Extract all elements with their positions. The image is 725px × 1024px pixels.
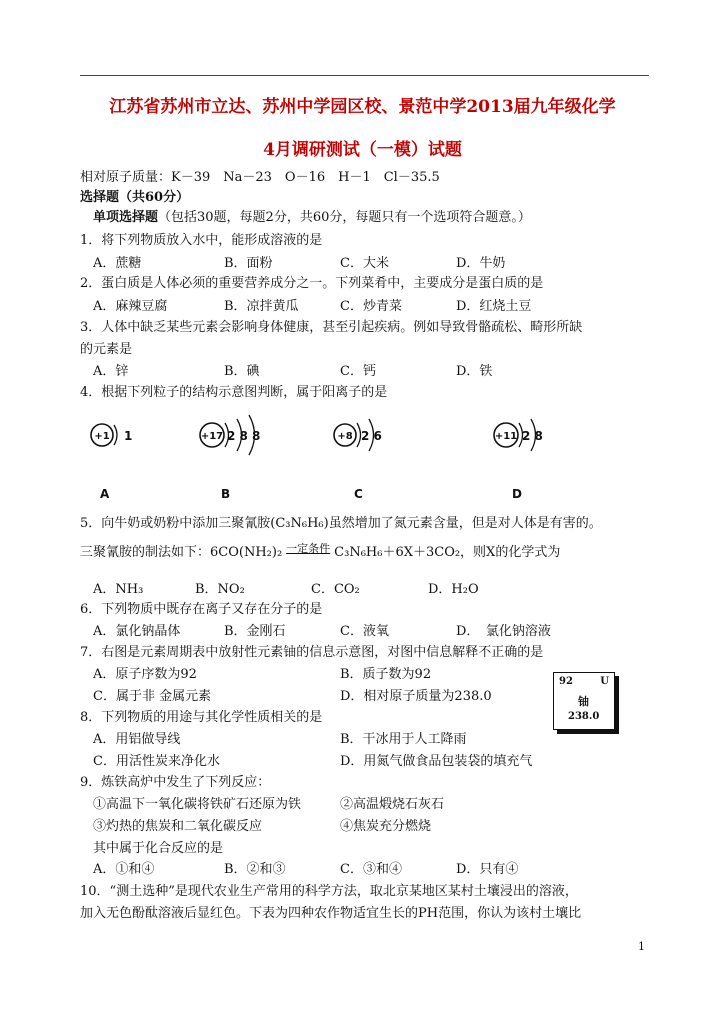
q3-stem-line1: 3．人体中缺乏某些元素会影响身体健康，甚至引起疾病。例如导致骨骼疏松、畸形所缺 (80, 320, 583, 335)
q9-reaction-1: ①高温下一氧化碳将铁矿石还原为铁 (93, 797, 302, 812)
q2-stem: 2．蛋白质是人体必须的重要营养成分之一。下列菜肴中，主要成分是蛋白质的是 (80, 276, 544, 291)
section-heading: 选择题（共60分） (80, 190, 190, 205)
particle-structure-diagrams (80, 410, 600, 510)
diagram-b (200, 415, 260, 501)
subsection-bold: 单项选择题 (93, 210, 159, 225)
q3-option-a: A．锌 (93, 364, 129, 379)
q7-option-c: C．属于非 金属元素 (93, 689, 212, 704)
q9-reaction-3: ③灼热的焦炭和二氧化碳反应 (93, 819, 263, 834)
diagram-d-shells: 2 8 (522, 429, 543, 443)
q7-option-a: A．原子序数为92 (93, 667, 197, 682)
q5-option-d: D．H₂O (428, 582, 479, 597)
uranium-element-card (553, 672, 615, 730)
q1-stem: 1．将下列物质放入水中，能形成溶液的是 (80, 233, 323, 248)
q5-stem-line1: 5．向牛奶或奶粉中添加三聚氰胺(C₃N₆H₆)虽然增加了氮元素含量，但是对人体是有害的。 (80, 516, 602, 531)
diagram-b-shells: 2 8 8 (227, 429, 261, 443)
q9-option-c: C．③和④ (340, 862, 402, 877)
atomic-masses: 相对原子质量：K－39 Na－23 O－16 H－1 Cl－35.5 (80, 170, 440, 185)
q2-option-b: B．凉拌黄瓜 (224, 299, 299, 314)
q9-reaction-4: ④焦炭充分燃烧 (340, 819, 432, 834)
q7-option-d: D．相对原子质量为238.0 (340, 689, 492, 704)
q2-option-c: C．炒青菜 (340, 299, 402, 314)
q7-option-b: B．质子数为92 (340, 667, 432, 682)
diagram-c-nucleus: +8 (337, 431, 353, 442)
diagram-a (91, 424, 132, 501)
diagram-c-shells: 2 6 (361, 429, 382, 443)
q9-option-a: A．①和④ (93, 862, 155, 877)
subsection-heading (93, 210, 531, 226)
subsection-rest: （包括30题，每题2分，共60分，每题只有一个选项符合题意。） (158, 210, 531, 225)
q3-option-d: D．铁 (456, 364, 493, 379)
diagram-c (334, 419, 382, 501)
diagram-d (494, 419, 543, 501)
q2-option-a: A．麻辣豆腐 (93, 299, 168, 314)
q6-option-a: A．氯化钠晶体 (93, 624, 181, 639)
diagram-d-nucleus: +11 (494, 431, 518, 442)
q5-option-c: C．CO₂ (311, 582, 360, 597)
q9-reaction-2: ②高温煅烧石灰石 (340, 797, 445, 812)
q5-option-a: A．NH₃ (93, 582, 144, 597)
q6-option-b: B．金刚石 (224, 624, 286, 639)
title-line-1: 江苏省苏州市立达、苏州中学园区校、景范中学2013届九年级化学 (109, 97, 616, 117)
element-mass: 238.0 (568, 711, 600, 722)
q3-stem-line2: 的元素是 (80, 342, 133, 357)
q4-stem: 4．根据下列粒子的结构示意图判断，属于阳离子的是 (80, 385, 388, 400)
q8-option-d: D．用氮气做食品包装袋的填充气 (340, 754, 533, 769)
q5-stem-line2 (80, 542, 561, 561)
diagram-c-letter: C (354, 487, 363, 501)
element-number: 92 (559, 676, 573, 687)
q8-option-b: B．干冰用于人工降雨 (340, 732, 467, 747)
q2-option-d: D．红烧土豆 (456, 299, 532, 314)
q8-stem: 8．下列物质的用途与其化学性质相关的是 (80, 710, 323, 725)
q9-stem: 9．炼铁高炉中发生了下列反应： (80, 775, 271, 790)
q10-stem-line1: 10．“测土选种”是现代农业生产常用的科学方法，取北京某地区某村土壤浸出的溶液， (80, 884, 578, 899)
element-symbol: U (600, 676, 609, 687)
diagram-a-shells: 1 (124, 429, 133, 443)
q10-stem-line2: 加入无色酚酞溶液后显红色。下表为四种农作物适宜生长的PH范围，你认为该村土壤比 (80, 906, 582, 921)
q5-reactant: 三聚氰胺的制法如下：6CO(NH₂)₂ (80, 545, 283, 560)
page-number: 1 (638, 940, 645, 953)
diagram-a-nucleus: +1 (94, 431, 110, 442)
element-name: 铀 (578, 695, 589, 708)
q8-option-a: A．用铝做导线 (93, 732, 181, 747)
diagram-b-letter: B (221, 487, 231, 501)
q3-option-c: C．钙 (340, 364, 376, 379)
q7-stem: 7．右图是元素周期表中放射性元素铀的信息示意图，对图中信息解释不正确的是 (80, 645, 544, 660)
q3-option-b: B．碘 (224, 364, 260, 379)
header-rule (80, 75, 649, 76)
q5-option-b: B．NO₂ (195, 582, 245, 597)
q9-subquestion: 其中属于化合反应的是 (93, 841, 224, 856)
q1-option-c: C．大米 (340, 256, 389, 271)
q1-option-b: B．面粉 (224, 256, 273, 271)
q9-option-b: B．②和③ (224, 862, 286, 877)
q6-option-c: C．液氧 (340, 624, 389, 639)
title-line-2: 4月调研测试（一模）试题 (263, 140, 462, 160)
q1-option-d: D．牛奶 (456, 256, 506, 271)
q8-option-c: C．用活性炭来净化水 (93, 754, 220, 769)
q5-condition: 一定条件 (286, 542, 331, 555)
diagram-b-nucleus: +17 (200, 431, 224, 442)
q6-stem: 6．下列物质中既存在离子又存在分子的是 (80, 602, 323, 617)
q1-option-a: A．蔗糖 (93, 256, 142, 271)
diagram-d-letter: D (512, 487, 522, 501)
q9-option-d: D．只有④ (456, 862, 519, 877)
q5-products: C₃N₆H₆＋6X＋3CO₂，则X的化学式为 (334, 545, 561, 560)
diagram-a-letter: A (100, 487, 110, 501)
q6-option-d: D． 氯化钠溶液 (456, 624, 551, 639)
